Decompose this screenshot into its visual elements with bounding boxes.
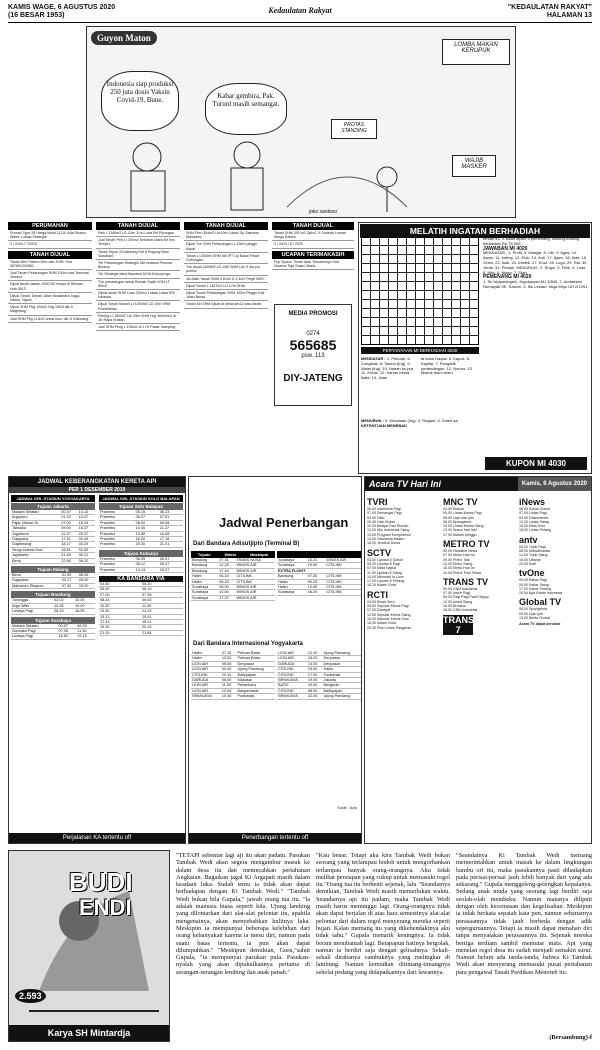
route-surabaya: Tujuan Surabaya (11, 617, 95, 624)
channel-globaltv: Global TV (519, 597, 562, 608)
episode-number: 2.593 (15, 989, 46, 1003)
channel-rcti: RCTI (367, 589, 388, 600)
classified-heading-ucapan: UCAPAN TERIMAKASIH (272, 251, 354, 259)
media-promosi-title: MEDIA PROMOSI (288, 311, 338, 317)
station-yogyakarta: JADWAL KRL STASIUN YOGYAKARTA (11, 495, 95, 502)
classified-heading-tanah-2: TANAH DIJUAL (96, 222, 180, 230)
cartoon-panel (86, 26, 516, 218)
channel-mnctv: MNC TV (443, 497, 478, 507)
cartoon-title: Guyon Maton (91, 31, 157, 45)
comic-title-2: ENDI (79, 895, 132, 920)
route-solo: Tujuan Solo Balapan (99, 503, 183, 510)
tv-date: Kamis, 6 Agustus 2020 (518, 477, 591, 491)
channel-antv: antv (519, 534, 538, 545)
channel-transtv: TRANS TV (443, 576, 488, 587)
sign-wajib-masker: WAJIB MASKER (452, 155, 496, 177)
phone-number: 565685 (289, 337, 337, 353)
comic-author: Karya SH Mintardja (9, 1025, 169, 1041)
channel-tvri: TVRI (367, 497, 388, 507)
classified-heading-tanah-4: TANAH DIJUAL (272, 222, 354, 230)
extra-flight-label: EXTRA FLIGHT (277, 568, 361, 573)
channel-metrotv: METRO TV (443, 539, 490, 550)
tts-section: MELATIH INGATAN BERHADIAH PERTANYAAN MI BERHADIAH 3040 MENDATAR : 1. Periode. 5. Congklak. 8. Tawon (Ing). 9. Waist (Ing). 10. Hasan ke-pra. 11. Emas. 12. Kantor berita Italia. 14. Jalar. ta buku Dayak. 5. Kapok. 6. Kapital. 7. Pengadil pertandingan. 12. Nomor. 13. Masuk diam-diam. MENURUN : 2. Kesatuan (Ing). 3. Ragam. 4. Saleh sa- KETENTUAN MENEBAK terban ini. 3. Akan dipilih 3 pemenang, masing-masing berhadiah Rp 75.000,- JAWABAN MI 4020 MENDATAR : 1. Profil. 5. Mangsi. 8. Ubi. 9. Ages. 10. Awan. 11. Ireting. 12. Elok. 14. Anti. 17. Agen. 18. Alas. 19. Gram. 22. Isak. 24. Intelek. 27. Knot. 28. Lugu. 29. Ria. 30. Jerak. 31. Pindah. MENURUN : 2. Rogol. 3. Fisik. 4. Luas. 5. Mini. 6. Nisan. 7. Start. PEMENANG MI 4020 1. Sri Mulyaningsih, Jogokaryan MJ 3/545. 2. Ambarsari Nurhayati SE, Sewon. 3. Ibu Lestari, Muja Muju UH 2/1091. KUPON MI 4030 (358, 222, 592, 474)
route-kutoarjo: Tujuan Kutoarjo (99, 550, 183, 557)
sign-lomba: LOMBA MAKAN KERUPUK (442, 39, 510, 65)
classified-heading-tanah-1: TANAH DIJUAL (8, 251, 92, 259)
adisutjipto-heading: Dari Bandara Adisutjipto (Terminal B) (193, 541, 300, 547)
pesawat-footer: Penerbangan tertentu off (189, 833, 361, 843)
route-jakarta: Tujuan Jakarta (11, 503, 95, 510)
header-rule (8, 22, 592, 23)
train-table-jakarta: Mutiara Selatan 00.37 10.10 Argopuro 01.00 10.47 Fajar Utama Yk 07.00 15.15 Taksaka 09.00 16.37 Jogokerto 11.37 20.37 Gajayana 17.31 02.44 Gajahwong 18.17 02.20 Senja Utama Solo 18.51 02.40 Jayakarta 21.45 06.12 Bima 22.56 06.12 (11, 510, 95, 564)
header-left (8, 4, 115, 20)
pesawat-section: Jadwal Penerbangan Dari Bandara Adisutjipto (Terminal B) Tujuan Waktu Maskapai Bandung 07.31 TRANS NUSA Bandung 12.25 WINGS AIR Bandung 17.44 WINGS AIR Halim 06.15 CITILINK Halim 08.33 CITILINK Surabaya 08.00 WINGS AIR Surabaya 10.50 WINGS AIR Surabaya 17.37 WINGS AIR Surabaya 15.21 WINGS AIR Surabaya 19.40 CITILINK EXTRA FLIGHT Bandung 07.30 CITILINK Halim 06.15 CITILINK Halim 10.30 CITILINK Surabaya 08.20 CITILINK Dari Bandara Internasional Yogyakarta Halim 07.15 Pelican Batra Halim 12.20 Pelican Batra LION AIR 05.00 Denpasar LION AIR 09.40 Ujung Pandang CITILINK 10.14 Balikpapan GARUDA 06.00 Makasar LION AIR 11.00 Pekanbaru LION AIR 12.00 Banjarmasin SRIWIJAYA 10.40 Pontianak LION AIR 12.40 Ujung Pandang LION AIR 15.00 Denpasar GARUDA 14.00 Denpasar CITILINK 15.00 Halim CITILINK 17.00 Pontianak SRIWIJAYA 19.00 Jakarta BATIK 10.00 Bengkulu CITILINK 08.00 Balikpapan SRIWIJAYA 22.00 Ujung Pandang Kode : Ario Penerbangan tertentu off (188, 476, 362, 844)
phone-extension: psw. 113 (301, 353, 325, 359)
channel-sctv: SCTV (367, 547, 392, 558)
speech-bubble-right: Kabar gembira, Pak. Turunl masih semangat. (205, 83, 287, 135)
kupon-label: KUPON MI 4030 (485, 457, 587, 470)
story-column-3: "Seandainya Ki Tambak Wedi memang memerintahkan untuk masuk ke dalam lingkungan bambu ori itu, maka pasukannya pasti dihadapkan pada perisai-perisai jauh lebih banyak dari yang ada sekarang." Gupala menggeleng-gelengkan kepalanya. Sedang anak muda yang seorang lagi berdiri saja seolah-olah membeku. Namun matanya diliputi dengan oleh kecemasan dan kegelisahan. Meskipun ia tidak berkata sepatah kata pun, namun sebenarnya perasaannya tidak jauh berbeda dengan adik seperguruannya. Tetapi ia masih dapat menahan diri tanpa menyatakan perasaannya itu. Sejenak mereka bertiga terdiam sambil memutar mata. Api yang menelan regol desa itu sudah menjadi semakin surut. Namun belum ada tanda-tanda, bahwa Ki Tambak Wedi akan menyerang memasuki pusat pertahanan para pengawal Tanah Perdikan Menoreh itu. (456, 852, 592, 976)
classified-list: Rumah Type 28 Harga Mulai 212Jt, Ada Diskon Walet, Lokasi Strategis. 3 / 0194 / 7/2020 (8, 230, 92, 249)
channel-inews: iNews (519, 497, 546, 507)
tv-note: Acara TV dapat berubah (519, 622, 561, 627)
route-bandung: Tujuan Bandung (11, 591, 95, 598)
kereta-title: JADWAL KEBERANGKATAN KERETA API (9, 477, 185, 487)
ketentuan-heading: KETENTUAN MENEBAK (361, 422, 407, 428)
kereta-section: JADWAL KEBERANGKATAN KERETA API PER 1 DESEMBER 2019 JADWAL KRL STASIUN YOGYAKARTA Tujuan Jakarta Mutiara Selatan 00.37 10.10 Argopuro 01.00 10.47 Fajar Utama Yk 07.00 15.15 Taksaka 09.00 16.37 Jogokerto 11.37 20.37 Gajayana 17.31 02.44 Gajahwong 18.17 02.20 Senja Utama Solo 18.51 02.40 Jayakarta 21.45 06.12 Bima 22.56 06.12 Tujuan Malang Bima 01.59 08.25 Gajayana 02.17 09.00 Malioboro Ekspres 07.30 15.20 Tujuan Bandung Turangga 02.02 10.04 Argo Wilis 10.36 19.00 Lodaya Pagi 08.20 16.05 Tujuan Surabaya Mutiara Selatan 00.37 06.39 Sancaka Pagi 07.05 11.45 Lodaya Pagi 16.50 19.15 JADWAL KRL STASIUN SOLO BALAPAN Tujuan Solo Balapan Prameks 05.15 06.23 Prameks 06.27 07.51 Prameks 08.00 09.08 Prameks 10.45 11.27 Prameks 13.06 14.08 Prameks 16.00 17.18 Prameks 20.35 21.01 Tujuan Kutoarjo Prameks 06.05 06.57 Prameks 08.12 09.27 Prameks 14.13 15.07 KA BANDARA YIA 04.40 05.20 05.40 06.19 07.00 07.39 08.33 09.03 10.30 11.09 13.40 14.19 15.12 15.51 17.33 18.11 19.40 20.19 21.15 21.54 Perjalanan KA tertentu off (8, 476, 186, 844)
story-continued: (Bersambung)-f (549, 1034, 592, 1041)
page-number: HALAMAN 13 (546, 12, 592, 19)
brand-label: DIY-JATENG (283, 373, 343, 384)
header-right (508, 4, 592, 20)
bandara-train-table: 04.40 05.20 05.40 06.19 07.00 07.39 08.33 09.03 10.30 11.09 13.40 14.19 15.12 15.51 17.33 18.11 19.40 20.19 21.15 21.54 (99, 582, 183, 636)
kereta-footer: Perjalanan KA tertentu off (9, 833, 185, 843)
classified-heading-perumahan: PERUMAHAN (8, 222, 92, 230)
header-javanese-date: (16 BESAR 1953) (8, 12, 65, 19)
kode-note: Kode : Ario (337, 805, 357, 810)
station-solo: JADWAL KRL STASIUN SOLO BALAPAN (99, 495, 183, 502)
channel-trans7: TRANS 7 (443, 614, 474, 635)
tv-section: Acara TV Hari Ini Kamis, 6 Agustus 2020 TVRI 06.00 Indonesia Pagi 07.00 Semangat Pagi 09.00 Halo 09.45 Halo Bubar 10.00 Belajar Dari Rumah 12.00 Klik Indonesia Siang 13.00 Program Kompetensi 14.00 Indonesia Malam 16.00 Jendela Dunia SCTV 03.00 Liputan 6 Subuh 05.30 Liputan 6 Pagi 07.00 Mata Najwa 11.00 Liputan 6 Siang 14.00 Mermaid In Love 17.00 Liputan 6 Petang 18.15 Ikatan Cinta RCTI 04.00 Kisah Seru 05.00 Seputar iNews Pagi 07.00 Dahsyat 12.00 Seputar iNews Siang 16.00 Seputar iNews Sore 18.30 Ikatan Cinta 20.30 Putri Untuk Pangeran MNC TV 04.00 Kultum 05.00 Lintas iNews Pagi 06.00 Upin dan Ipin 08.00 Spongebob 10.00 Lintas iNews Siang 13.00 Suara Hati Istri 17.00 Malam Minggu METRO TV 05.00 Headline News 07.00 Metro Hari Ini 09.00 Prime Talk 12.00 Metro Siang 16.00 Metro Hari Ini 19.00 Prime Time News TRANS TV 05.00 CNN Indonesia 07.00 Insert Pagi 09.00 Pagi Pagi Pasti Happy 12.00 Insert Siang 16.00 Brownis 18.00 CNN Indonesia TRANS 7 iNews 06.00 Kuliah Subuh 07.00 Lintas Pagi 09.00 Dokumenter 12.00 Lintas Siang 15.00 Kilas Sore 18.00 Lintas Petang antv 05.00 Topik Pagi 08.00 Mahabharata 12.00 Topik Siang 16.00 Uttaran 20.00 Kulfi tvOne 05.00 Kabar Pagi 09.00 Kabar Siang 17.00 Kabar Petang 20.00 Apa Kabar Indonesia Global TV 06.00 Spongebob 09.00 Upin Ipin 13.00 Berita Global Acara TV dapat berubah (364, 476, 592, 844)
mendatar-heading: MENDATAR : (361, 356, 386, 361)
menurun-heading: MENURUN : (361, 418, 384, 423)
cartoonist-credit: joko santoso (309, 209, 338, 215)
story-column-1: "TETAPI sebentar lagi aji itu akan padam. Pasukan Tambak Wedi akan segera mengambur masuk ke dalam desa itu dan memecahkan pertahanan Angkatan. Bagaikan jagal Ki Argapati masih dalam keadaan luka. Sudah tentu ia tidak akan dapat berhadapan dengan Ki Tambak Wedi." "Tambak Wedi bukan bila Gupala," jawab orang tua itu. "la adalah manusia biasa seperti kita. Ujung lambing yang dilontarkan dari alat-alat pelontar itu, apabila mengenainya, akan menyebabkan kulitnya luka. Meskipun ia mempunyai beberapa kelebihan dari orang kebanyakan karena ia mesu diri, namun pada suatu batas tertentu, ia pun akan dapat dilumpuhkan." "Meskipun demikian, Guru,"sahut Gupala, "ia mempunyai pasukan pula. Pasukan-nyalah yang akan dipukulkannya pertama di serangan-serangan lembing dan anak panah." (176, 852, 310, 976)
comic-panel (8, 850, 170, 1042)
classified-heading-tanah-3: TANAH DIJUAL (184, 222, 268, 230)
pesawat-title: Jadwal Penerbangan (219, 515, 349, 530)
media-promosi-ad (274, 304, 352, 406)
tv-title: Acara TV Hari Ini (369, 479, 442, 489)
flight-table-yia-1: Halim 07.15 Pelican Batra Halim 12.20 Pelican Batra LION AIR 05.00 Denpasar LION AIR 09.40 Ujung Pandang CITILINK 10.14 Balikpapan GARUDA 06.00 Makasar LION AIR 11.00 Pekanbaru LION AIR 12.00 Banjarmasin SRIWIJAYA 10.40 Pontianak (191, 651, 275, 700)
speech-bubble-left: Indonesia siap produksi 250 juta dosis Vaksin Covid-19, Bune. (101, 71, 179, 131)
phone-prefix: 0274 (306, 331, 320, 337)
kereta-subtitle: PER 1 DESEMBER 2019 (9, 487, 185, 493)
masthead: Kedaulatan Rakyat (268, 6, 332, 15)
flight-table-adisutjipto-1: Bandung 07.31 TRANS NUSA Bandung 12.25 WINGS AIR Bandung 17.44 WINGS AIR Halim 06.15 CITILINK Halim 08.33 CITILINK Surabaya 08.00 WINGS AIR Surabaya 10.50 WINGS AIR Surabaya 17.37 WINGS AIR (191, 558, 275, 601)
header-date: KAMIS WAGE, 6 AGUSTUS 2020 (8, 4, 116, 11)
jawaban-heading: JAWABAN MI 4020 (483, 245, 528, 252)
flight-table-yia-2: LION AIR 12.40 Ujung Pandang LION AIR 15.00 Denpasar GARUDA 14.00 Denpasar CITILINK 15.00 Halim CITILINK 17.00 Pontianak SRIWIJAYA 19.00 Jakarta BATIK 10.00 Bengkulu CITILINK 08.00 Balikpapan SRIWIJAYA 22.00 Ujung Pandang (277, 651, 361, 700)
classifieds-section: PERUMAHAN Rumah Type 28 Harga Mulai 212Jt, Ada Diskon Walet, Lokasi Strategis. 3 / 0194 / 7/2020 TANAH DIJUAL Tanah Dire Pakem 90m dan SHM. Hub 087891234561 Jual Tanah Pekarangan SHM 100m luas Terminal Jombor. Dijual tanah sawah 1000 M2 mulus di Sleman, Hub 0812. Dijual Tanah, Depan Jalan Nusantara Jogja-Wates, Ngoto. Dijual SHM Pkg 124m2 Hrg 150Jt dkt Jl Magelang. Jual SHM Pkg 113m2 untuk kios, dkt Jl Kaliurang. TANAH DIJUAL Pekr LT160m2 LD 10m Jl on Loka Brt Piyungan. Jual Tanah Peb Lt 200m2 Sebelah Utara Kb Kec Tempel. Tanah Dijual Jl Kaliurang KM 8 Pogung Baru Sawitsari. Trh Pekarangan Strategis Dkt Instansi Pesona Buntuq. Trh Strategis deka Bandara NYIA Kulonprogo. Tnh pekarangan dekat Rumah Sakit UGM LT 80m2. Dijual tanah SHM Luas 200m2 Lokasi Utara RSI Kalasan. Dijual Tanah Sawah Lt 1000m2 LD 10m SHM Prambanan. Peking L1 800m2 Lbr 33m SHM Hrg 380rb/m2 di Jln Raya Krakap. Jual SHM Pkng L 105m2 di 1 Hr Pasar Gamping. TANAH DIJUAL SHM Plm=354m2 Lbr19m Lokasi Sp Sakraha Malaraha. Dijual Tnh SHM Pekarangan Lt 130m pinggir Aspal. Tanah L=2600m SHM tdk IPT Lip Basal Pasar Gobongan. Tnh dijual L600M2 LD 10M SHM Lok S sia pur pureta. Jln Allah Tanah SHM 211m2 S.3,4m2 Pingil SMS. Dijual Tanah L 1187m2 LD 17m SHM. Dijual Tanah Pekarangan SHM 102m Pinggir Kali Jalan Besar. Tanah Kb SHM Dijual di dekat km12 satu tanah. TANAH DIJUAL Tanah SHM 200 m2 2jt/m2 Ji Godean Lemah Mergo Bantul. 3 / 0024 / 8 / 2020 UCAPAN TERIMAKASIH Puji Syukur Tuhan Atas Terkabulnya Doa Novena Tiga Salam Maria. MEDIA PROMOSI 0274 565685 psw. 113 DIY-JATENG (8, 222, 354, 468)
crossword-grid (361, 237, 479, 345)
comic-title: BUDI (69, 867, 133, 897)
ka-bandara-heading: KA BANDARA YIA (99, 576, 183, 582)
story-column-2: "Kau benar. Tetapi aku kira Tambak Wedi bukan seorang yang terlampau bodoh untuk mengorbankan terlampau banyak orang-orangnya. Aku tidak melihat persiapan yang cukup untuk memasuki regol itu."Orang tua itu berhenti sejenak, lalu "Seandainya demikian, Tambak Wedi masih memerlukan waktu. Seandainya api itu padam, maka Tambak Wedi masih harus menunggu lagi. Orang-orangnya tidak akan dapat berjalan di atas bara semestinya alat-alat pelontar dari dalam regol menyerang mereka seperti hujan. Kalau memang itu yang dikehendakinya aku tidak tahu." Gupala menarik keningnya. Ia tidak berani membantah lagi. Betapapun hatinya bergolak, namun ia berdiri saja dengan gelisahnya. Sekali-sekali dirabanya cambuknya yang melingkar di lambung. Namun kemudian ditimang-timangnya sehelai pedang yang didapatkannya dari lawannya. (316, 852, 450, 976)
route-malang: Tujuan Malang (11, 566, 95, 573)
header-paper-name: "KEDAULATAN RAKYAT" (507, 4, 592, 11)
yia-heading: Dari Bandara Internasional Yogyakarta (193, 641, 303, 647)
tts-subtitle: PERTANYAAN MI BERHADIAH 3040 (361, 347, 479, 354)
pemenang-heading: PEMENANG MI 4020 (483, 274, 532, 281)
channel-tvone: tvOne (519, 568, 545, 579)
sign-protas: PROTAS STANDING (331, 119, 377, 139)
tts-title: MELATIH INGATAN BERHADIAH (360, 224, 590, 238)
flight-table-adisutjipto-2: Surabaya 15.21 WINGS AIR Surabaya 19.40 CITILINK EXTRA FLIGHT Bandung 07.30 CITILINK Halim 06.15 CITILINK Halim 10.30 CITILINK Surabaya 08.20 CITILINK (277, 558, 361, 596)
